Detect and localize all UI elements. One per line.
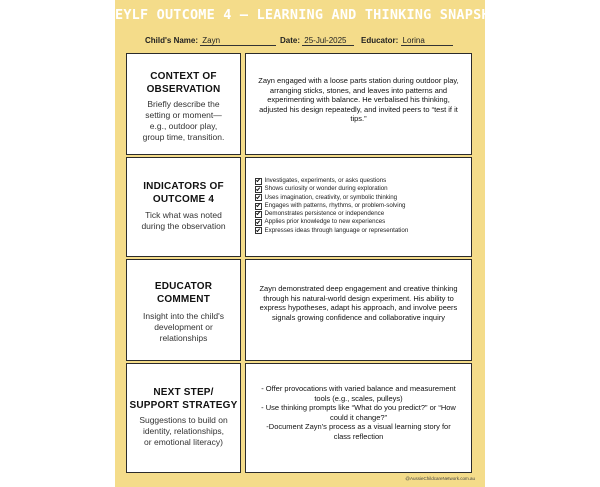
indicator-item: Applies prior knowledge to new experiences (255, 218, 471, 226)
indicator-item: Shows curiosity or wonder during exploration (255, 185, 471, 193)
next-step-label-box (126, 363, 241, 473)
indicators-heading-line2: OUTCOME 4 (152, 194, 215, 205)
context-prompt-line4: group time, transition. (142, 132, 225, 142)
next-step-heading-line1: NEXT STEP/ (153, 387, 214, 398)
educator-value: Lorina (401, 36, 453, 46)
date-field (280, 36, 354, 46)
indicators-checklist (246, 158, 471, 235)
next-step-prompt-line3: or emotional literacy) (144, 437, 223, 447)
indicators-label-box (126, 157, 241, 257)
checked-checkbox-icon[interactable] (255, 194, 262, 201)
context-prompt-line1: Briefly describe the (147, 99, 220, 109)
context-heading-line2: OBSERVATION (146, 84, 221, 95)
page-title: EYLF OUTCOME 4 – LEARNING AND THINKING SNAPSHOT (115, 7, 507, 23)
checked-checkbox-icon[interactable] (255, 186, 262, 193)
comment-prompt-line1: Insight into the child's (142, 311, 224, 321)
worksheet (115, 0, 507, 487)
context-label-box (126, 53, 241, 155)
next-step-line: - Offer provocations with varied balance and measurement (261, 384, 456, 393)
indicators-checklist-box (245, 157, 472, 257)
next-step-line: class reflection (333, 431, 384, 441)
indicator-item: Uses imagination, creativity, or symbolic thinking (255, 194, 471, 202)
comment-prompt-line3: relationships (159, 333, 208, 343)
comment-label-box (126, 259, 241, 361)
next-step-line: - Use thinking prompts like “What do you predict?” or “How (261, 403, 456, 412)
educator-field (361, 36, 453, 46)
comment-response: Zayn demonstrated deep engagement and creative thinking through his natural-world design experiment. His ability to express hypotheses, adapt his approach, and involve peers signals growing confidence and collaborative inquiry (259, 284, 458, 322)
child-name-value: Zayn (200, 36, 276, 46)
indicators-prompt-line1: Tick what was noted (145, 210, 222, 220)
checked-checkbox-icon[interactable] (255, 211, 262, 218)
comment-heading-line2: COMMENT (156, 294, 211, 305)
next-step-prompt-line1: Suggestions to build on (139, 415, 228, 425)
date-value: 25-Jul-2025 (302, 36, 354, 46)
context-response-box (245, 53, 472, 155)
next-step-response-box (245, 363, 472, 473)
comment-heading-line1: EDUCATOR (154, 281, 213, 292)
child-name-field (145, 36, 276, 46)
next-step-prompt-line2: identity, relationships, (142, 426, 225, 436)
context-prompt-line2: setting or moment— (145, 110, 222, 120)
checked-checkbox-icon[interactable] (255, 203, 262, 210)
educator-label: Educator: (361, 36, 399, 45)
comment-response-box (245, 259, 472, 361)
checked-checkbox-icon[interactable] (255, 178, 262, 185)
context-prompt-line3: e.g., outdoor play, (149, 121, 218, 131)
next-step-line: could it change?” (329, 412, 388, 422)
indicators-prompt-line2: during the observation (141, 221, 226, 231)
indicator-item: Expresses ideas through language or representation (255, 227, 471, 235)
next-step-line: tools (e.g., scales, pulleys) (314, 393, 403, 403)
context-heading-line1: CONTEXT OF (150, 71, 217, 82)
indicators-heading-line1: INDICATORS OF (143, 181, 224, 192)
footer-credit: @AussieChildcareNetwork.com.au (405, 476, 475, 481)
next-step-line: -Document Zayn's process as a visual learning story for (266, 422, 451, 431)
indicator-item: Engages with patterns, rhythms, or problem-solving (255, 202, 471, 210)
comment-prompt-line2: development or (154, 322, 213, 332)
indicator-item: Investigates, experiments, or asks questions (255, 177, 471, 185)
context-response: Zayn engaged with a loose parts station during outdoor play, arranging sticks, stones, and leaves into patterns and experimenting with balance. He verbalised his thinking, adjusted his design repeatedly, and invited peers to “test if it tips.” (258, 76, 459, 123)
checked-checkbox-icon[interactable] (255, 219, 262, 226)
child-name-label: Child's Name: (145, 36, 199, 45)
checked-checkbox-icon[interactable] (255, 227, 262, 234)
next-step-response (246, 364, 471, 441)
next-step-heading-line2: SUPPORT STRATEGY (129, 400, 238, 411)
indicator-item: Demonstrates persistence or independence (255, 210, 471, 218)
date-label: Date: (280, 36, 301, 45)
